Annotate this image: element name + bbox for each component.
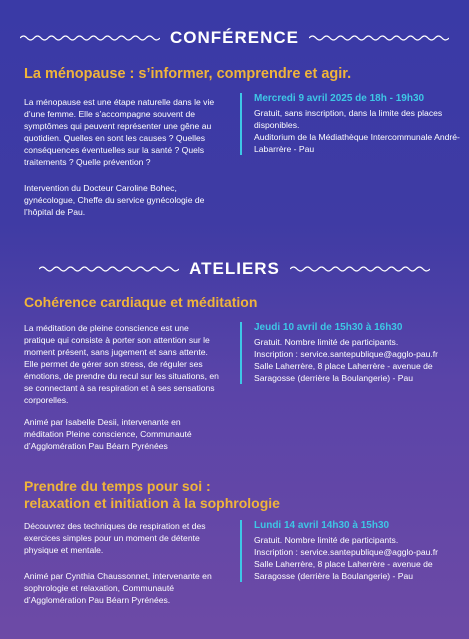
atelier-title-line: relaxation et initiation à la sophrologie bbox=[24, 495, 280, 511]
conference-description bbox=[24, 96, 224, 228]
atelier-info bbox=[240, 322, 466, 384]
conference-banner bbox=[0, 28, 469, 48]
atelier-description bbox=[24, 322, 222, 462]
conference-title: La ménopause : s’informer, comprendre et agir. bbox=[24, 66, 352, 82]
conference-paragraph: La ménopause est une étape naturelle dans le vie d’une femme. Elle s’accompagne souvent de symptômes qui peuvent représenter une gêne au quotidien. Quelles en sont les causes ? Quelles conséquences éventuelles sur la santé ? Quels traitements ? Quelle prévention ? bbox=[24, 97, 215, 167]
atelier-title: Cohérence cardiaque et méditation bbox=[24, 294, 258, 310]
info-line: Inscription : service.santepublique@agglo-pau.fr bbox=[254, 349, 439, 359]
info-line: Gratuit. Nombre limité de participants. bbox=[254, 337, 399, 347]
info-line: Gratuit, sans inscription, dans la limite des places disponibles. bbox=[254, 108, 443, 130]
wave-divider-left bbox=[39, 265, 179, 273]
conference-info bbox=[240, 93, 466, 155]
info-line: Salle Laherrère, 8 place Laherrère - avenue de Saragosse (derrière la Boulangerie) - Pau bbox=[254, 559, 433, 581]
atelier-title bbox=[24, 478, 280, 512]
atelier-paragraph: Animé par Cynthia Chaussonnet, intervenante en sophrologie et relaxation, Communauté d’Agglomération Pau Béarn Pyrénées. bbox=[24, 571, 212, 605]
conference-date: Mercredi 9 avril 2025 de 18h - 19h30 bbox=[254, 93, 425, 104]
wave-divider-right bbox=[309, 34, 449, 42]
atelier-paragraph: Découvrez des techniques de respiration et des exercices simples pour un moment de détente physique et mentale. bbox=[24, 521, 206, 555]
ateliers-banner-title: ATELIERS bbox=[189, 259, 280, 278]
info-line: Gratuit. Nombre limité de participants. bbox=[254, 535, 399, 545]
conference-banner-title: CONFÉRENCE bbox=[169, 28, 299, 47]
atelier-date: Lundi 14 avril 14h30 à 15h30 bbox=[254, 520, 390, 531]
ateliers-banner bbox=[0, 259, 469, 279]
wave-divider-left bbox=[20, 34, 160, 42]
atelier-date: Jeudi 10 avril de 15h30 à 16h30 bbox=[254, 322, 403, 333]
info-line: Inscription : service.santepublique@agglo-pau.fr bbox=[254, 547, 439, 557]
conference-paragraph: Intervention du Docteur Caroline Bohec, gynécologue, Cheffe du service gynécologie de l’hôpital de Pau. bbox=[24, 183, 205, 217]
atelier-title-line: Prendre du temps pour soi : bbox=[24, 478, 211, 494]
atelier-info bbox=[240, 520, 466, 582]
atelier-paragraph: Animé par Isabelle Desii, intervenante en méditation Pleine conscience, Communauté d’Agglomération Pau Béarn Pyrénées bbox=[24, 417, 192, 451]
wave-divider-right bbox=[290, 265, 430, 273]
atelier-paragraph: La méditation de pleine conscience est une pratique qui consiste à porter son attention sur le moment présent, sans jugement et sans attente. Elle permet de gérer son stress, de réguler ses émotions, de prendre du recul sur les situations, en se connectant à sa respiration et à ses sensations corporelles. bbox=[24, 323, 219, 405]
info-line: Auditorium de la Médiathèque Intercommunale André-Labarrère - Pau bbox=[254, 132, 460, 154]
info-line: Salle Laherrère, 8 place Laherrère - avenue de Saragosse (derrière la Boulangerie) - Pau bbox=[254, 361, 433, 383]
atelier-description bbox=[24, 520, 220, 616]
